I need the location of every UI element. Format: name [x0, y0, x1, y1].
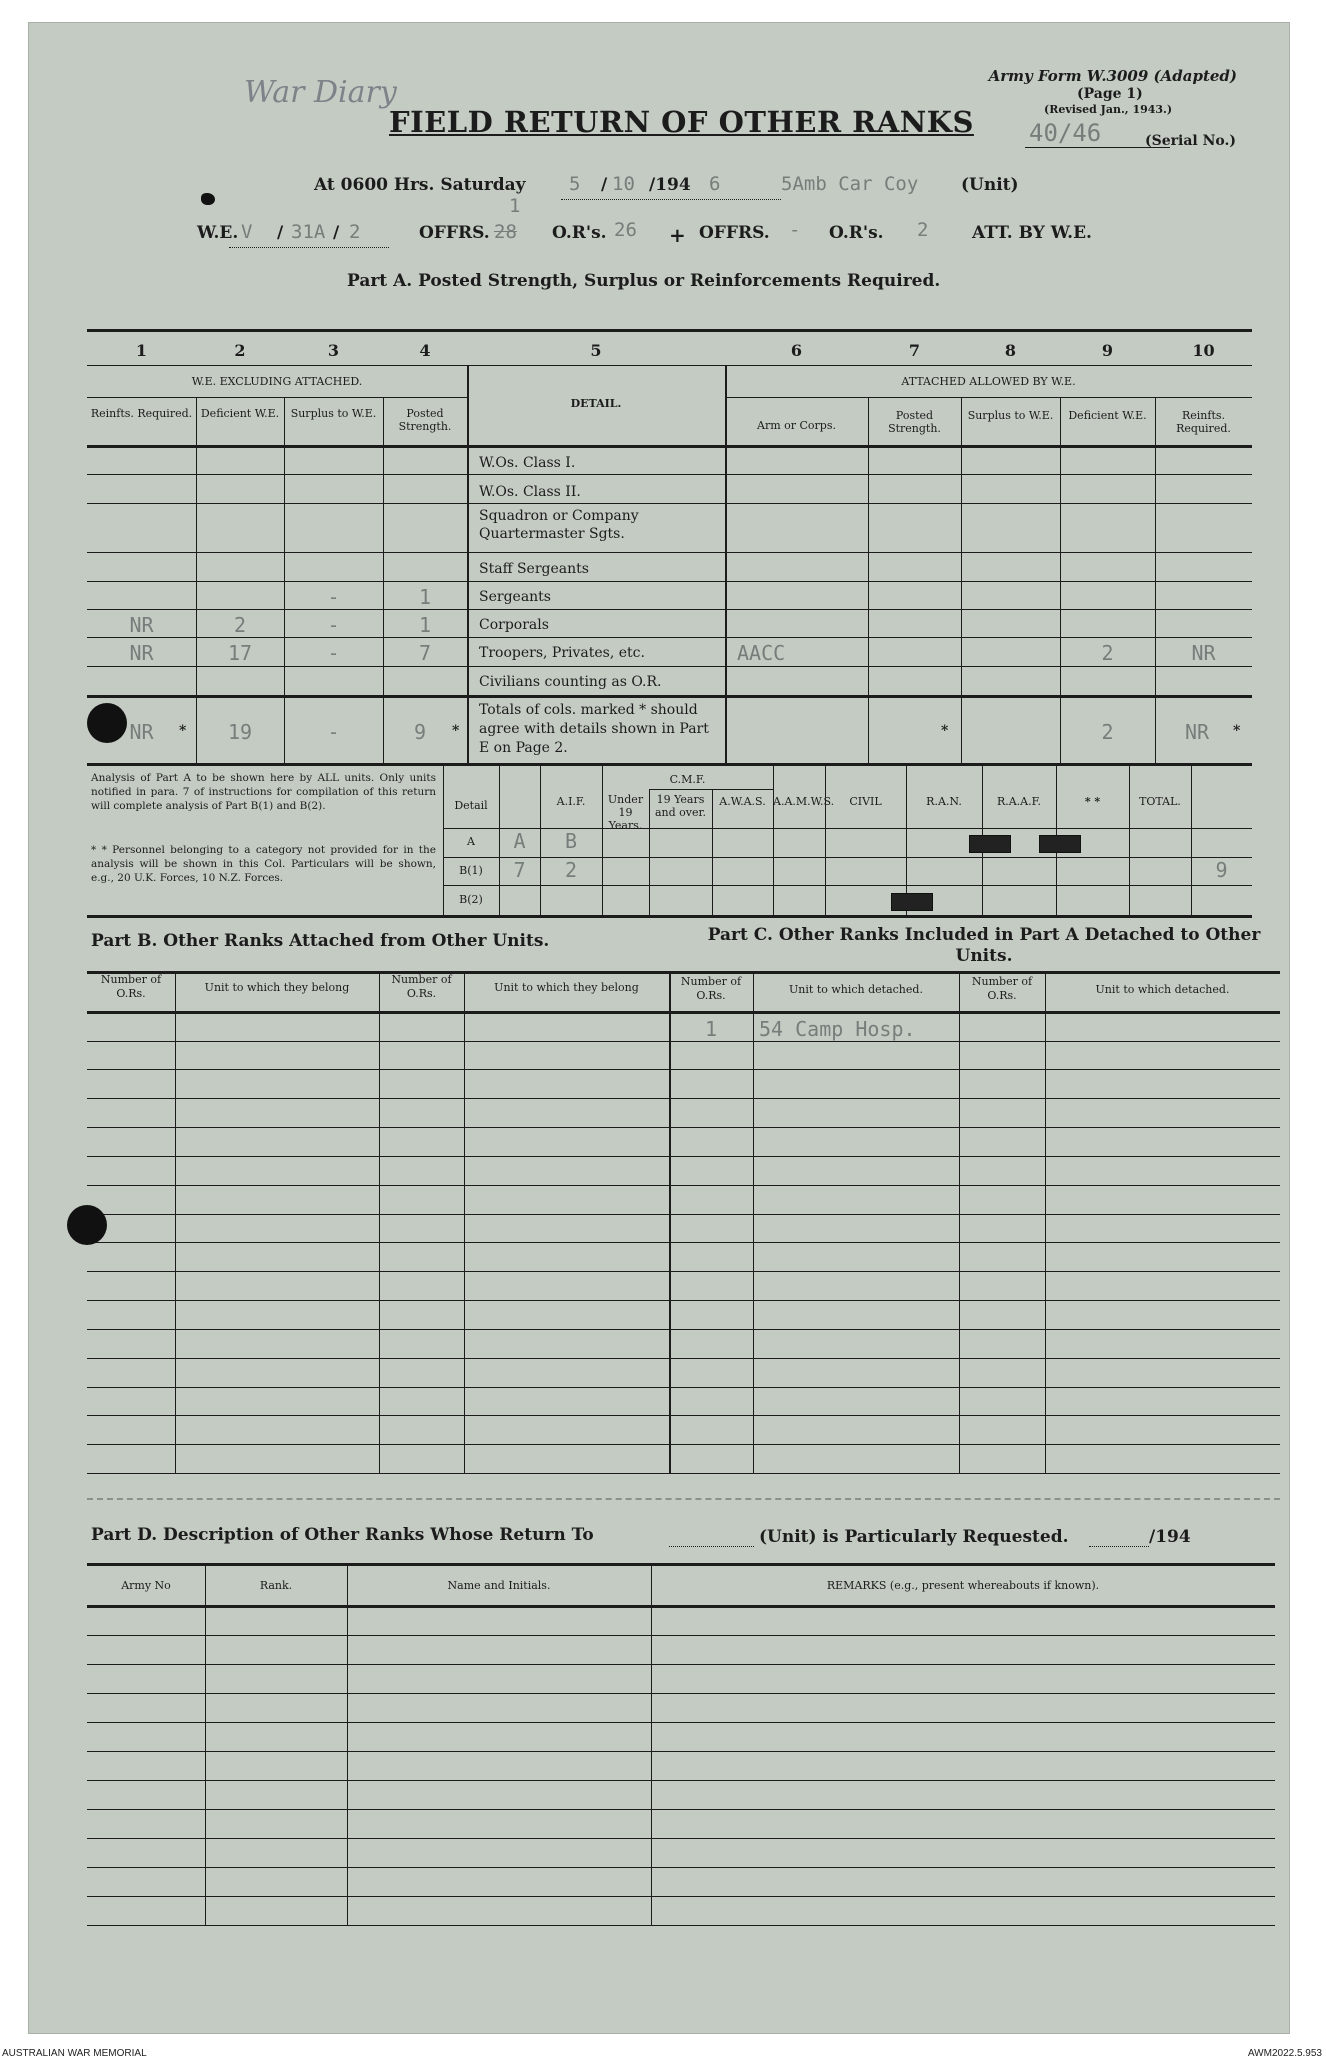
cell-totals-deficient: 19: [227, 720, 253, 744]
analysis-b1-aif: 2: [564, 858, 578, 882]
ors-label: O.R's.: [552, 223, 607, 243]
we-value: V: [241, 221, 253, 243]
analysis-aif: A.I.F.: [556, 795, 586, 808]
offrs-label: OFFRS.: [419, 223, 490, 243]
header-surplus-we: Surplus to W.E.: [290, 407, 377, 420]
part-b-header-unit-1: Unit to which they belong: [204, 981, 350, 994]
form-sheet: War Diary Army Form W.3009 (Adapted) (Page 1) (Revised Jan., 1943.) FIELD RETURN OF OTHER RANKS 40/46 (Serial No.) At 0600 Hrs. Saturday 5 / 10 /194 6 5Amb Car Coy (Unit) W.E. V / 31A / 2 OFFRS. 1 28 O.R's. 26 + OFFRS. - O.R's. 2 ATT. BY W.E. Part A. Posted Strength, Surplus or Reinforcements Required. 1 2 3 4 5 6 7 8 9 10 W.E. EXCLUDING ATTACHED. ATTACHED ALLOWED BY W.E. DETAIL. Reinfts. Required. Deficient W.E. Surplus to W.E. Posted Strength. Arm or Corps. Posted Strength. Surplus to W.E. Deficient W.E. Reinfts. Required. W.Os. Class I. W.Os. Class II. Squadron or Company Quartermaster Sgts. Staff Sergeants Sergeants Corporals Troopers, Privates, etc. Civilians counting as O.R. Totals of cols. marked * should agree with details shown in Part E on Page 2. 1 - NR 2 - 1 NR 17 - 7 AACC 2 NR NR 19 - 9 2 NR * * * * Analysis of Part A to be shown here by ALL units. Only units notified in para. 7 of instructions for compilation of this return will complete analysis of Part B(1) and B(2). * * Personnel belonging to a category not provided for in the analysis will be shown in this Col. Particulars will be shown, e.g., 20 U.K. Forces, 10 N.Z. Forces. Detail A.I.F. C.M.F. Under 19 Years. 19 Years and over. A.W.A.S. A.A.M.W.S. CIVIL R.A.N. R.A.A.F. * * TOTAL. A B(1) B(2) A B 7 2 9 Part B. Other Ranks Attached from Other Units. Part C. Other Ranks Included in Part A Detached to Other Units. Number of O.Rs. Unit to which they belong Number of O.Rs. Unit to which they belong Number of O.Rs. Unit to which detached. Number of O.Rs. Unit to which detached. 1 54 Camp Hosp. Part D. Description of Other Ranks Whose Return To (Unit) is Particularly Requested. /194 Army No Rank. Name and Initials. REMARKS (e.g., present whereabouts if known).: [28, 22, 1290, 2034]
cell-corporals-posted: 1: [418, 613, 432, 637]
analysis-awas: A.W.A.S.: [719, 795, 766, 808]
cell-sergeants-posted: 1: [418, 585, 432, 609]
date-day: 5: [569, 173, 581, 195]
ors-att-value: 2: [917, 219, 929, 241]
row-detail-corporals: Corporals: [479, 617, 549, 633]
cell-troopers-surplus: -: [327, 641, 340, 665]
part-b-header-number-2: Number of O.Rs.: [391, 973, 452, 1000]
part-d-title-date: /194: [1149, 1527, 1191, 1547]
ors-att-label: O.R's.: [829, 223, 884, 243]
row-detail-staff-sergeants: Staff Sergeants: [479, 561, 589, 577]
part-d-header-name: Name and Initials.: [447, 1579, 551, 1592]
row-detail-civilians: Civilians counting as O.R.: [479, 674, 662, 690]
offrs-att-value: -: [789, 219, 801, 241]
we-value-2: 31A: [291, 221, 326, 243]
cell-troopers-att-deficient: 2: [1101, 641, 1114, 665]
part-c-header-unit-1: Unit to which detached.: [789, 983, 923, 996]
col-number-8: 8: [1004, 341, 1017, 360]
analysis-b1-total: 9: [1215, 858, 1228, 882]
analysis-a-value-1: A: [513, 829, 526, 853]
part-b-header-number-1: Number of O.Rs.: [100, 973, 162, 1000]
punch-hole-top: [87, 703, 127, 743]
cell-totals-att-deficient: 2: [1101, 720, 1114, 744]
analysis-total: TOTAL.: [1139, 795, 1181, 808]
cell-totals-reinfts: NR: [129, 720, 154, 744]
group-header-we-excluding: W.E. EXCLUDING ATTACHED.: [191, 375, 363, 388]
analysis-ran: R.A.N.: [926, 795, 962, 808]
date-month: 10: [612, 173, 635, 195]
col-number-10: 10: [1192, 341, 1215, 360]
footer-archive-name: AUSTRALIAN WAR MEMORIAL: [2, 2048, 147, 2059]
analysis-other: * *: [1084, 795, 1101, 808]
we-value-3: 2: [349, 221, 361, 243]
header-att-surplus: Surplus to W.E.: [967, 409, 1054, 422]
analysis-a-aif: B: [564, 829, 578, 853]
plus-sign: +: [669, 223, 686, 247]
footer-accession-number: AWM2022.5.953: [1247, 2048, 1322, 2059]
form-revised: (Revised Jan., 1943.): [1044, 103, 1173, 116]
analysis-raaf: R.A.A.F.: [996, 795, 1042, 808]
serial-label: (Serial No.): [1145, 133, 1236, 149]
cell-troopers-arm-corps: AACC: [737, 641, 786, 665]
part-b-header-unit-2: Unit to which they belong: [494, 981, 639, 994]
row-detail-troopers: Troopers, Privates, etc.: [479, 645, 645, 661]
col-number-7: 7: [908, 341, 921, 360]
col-number-3: 3: [327, 341, 340, 360]
part-c-title: Part C. Other Ranks Included in Part A Detached to Other Units.: [707, 925, 1261, 966]
part-d-header-remarks: REMARKS (e.g., present whereabouts if known).: [826, 1579, 1100, 1592]
group-header-attached: ATTACHED ALLOWED BY W.E.: [901, 375, 1076, 388]
offrs-correction: 1: [509, 195, 521, 217]
offrs-att-label: OFFRS.: [699, 223, 770, 243]
we-label: W.E.: [197, 223, 239, 243]
analysis-footnote: * * Personnel belonging to a category not provided for in the analysis will be shown in this Col. Particulars will be shown, e.g., 20 U.K. Forces, 10 N.Z. Forces.: [91, 844, 436, 884]
page-title: FIELD RETURN OF OTHER RANKS: [389, 105, 974, 139]
redaction-mark-civil: [891, 893, 933, 911]
analysis-aamws: A.A.M.W.S.: [773, 795, 835, 808]
total-marker-col7: *: [941, 723, 949, 739]
total-marker-col4: *: [452, 723, 460, 739]
perforation-line: [87, 1498, 1280, 1500]
row-detail-sergeants: Sergeants: [479, 589, 551, 605]
cell-troopers-att-reinfts: NR: [1191, 641, 1216, 665]
time-day-label: At 0600 Hrs. Saturday: [314, 175, 526, 195]
total-marker-col10: *: [1233, 723, 1241, 739]
analysis-note: Analysis of Part A to be shown here by ALL units. Only units notified in para. 7 of instructions for compilation of this return will complete analysis of Part B(1) and B(2).: [91, 772, 436, 812]
date-year-prefix: /194: [649, 175, 691, 195]
row-detail-wo1: W.Os. Class I.: [479, 455, 576, 471]
row-detail-cqms: Squadron or Company Quartermaster Sgts.: [479, 508, 639, 542]
analysis-civil: CIVIL: [849, 795, 882, 808]
cell-corporals-surplus: -: [327, 613, 340, 637]
part-d-header-army-no: Army No: [121, 1579, 171, 1592]
part-a-title: Part A. Posted Strength, Surplus or Reinforcements Required.: [347, 271, 941, 291]
serial-number: 40/46: [1029, 119, 1102, 147]
analysis-b1-value-1: 7: [513, 858, 526, 882]
part-c-header-number-2: Number of O.Rs.: [971, 975, 1033, 1002]
ors-value: 26: [614, 219, 637, 241]
col-number-6: 6: [790, 341, 803, 360]
analysis-row-a: A: [467, 835, 475, 848]
analysis-row-b1: B(1): [459, 864, 483, 877]
part-d-title: Part D. Description of Other Ranks Whose Return To: [91, 1525, 594, 1545]
unit-label: (Unit): [961, 175, 1019, 195]
header-att-posted-strength: Posted Strength.: [888, 409, 941, 435]
cell-totals-surplus: -: [327, 720, 340, 744]
unit-name: 5Amb Car Coy: [781, 173, 919, 195]
analysis-cmf: C.M.F.: [669, 773, 706, 786]
header-att-deficient: Deficient W.E.: [1068, 409, 1147, 422]
header-arm-corps: Arm or Corps.: [757, 419, 836, 432]
form-id: Army Form W.3009 (Adapted): [988, 67, 1237, 85]
redaction-mark-ran: [969, 835, 1011, 853]
handwritten-note: War Diary: [244, 75, 397, 110]
cell-troopers-deficient: 17: [227, 641, 253, 665]
part-d-title-mid: (Unit) is Particularly Requested.: [759, 1527, 1069, 1547]
part-b-title: Part B. Other Ranks Attached from Other Units.: [91, 931, 550, 951]
total-marker-col1: *: [179, 723, 187, 739]
part-c-entry-number: 1: [704, 1017, 718, 1041]
part-c-header-number-1: Number of O.Rs.: [680, 975, 742, 1002]
analysis-row-b2: B(2): [459, 893, 483, 906]
col-number-2: 2: [234, 341, 246, 360]
part-c-header-unit-2: Unit to which detached.: [1095, 983, 1230, 996]
analysis-under-19: Under 19 Years.: [607, 793, 644, 832]
punch-hole-bottom: [67, 1205, 107, 1245]
att-by-we-label: ATT. BY W.E.: [972, 223, 1092, 243]
date-year-suffix: 6: [709, 173, 721, 195]
col-number-9: 9: [1101, 341, 1114, 360]
row-detail-wo2: W.Os. Class II.: [479, 484, 581, 500]
row-detail-totals: Totals of cols. marked * should agree with details shown in Part E on Page 2.: [479, 702, 709, 756]
ink-mark: [201, 193, 215, 205]
analysis-19-and-over: 19 Years and over.: [654, 793, 707, 819]
header-posted-strength: Posted Strength.: [398, 407, 452, 433]
header-att-reinfts: Reinfts. Required.: [1176, 409, 1231, 435]
cell-corporals-deficient: 2: [233, 613, 247, 637]
header-deficient-we: Deficient W.E.: [200, 407, 280, 420]
cell-totals-att-reinfts: NR: [1184, 720, 1210, 744]
form-page: (Page 1): [1077, 86, 1143, 102]
header-reinfts-required: Reinfts. Required.: [90, 407, 193, 420]
offrs-value: 28: [494, 221, 517, 243]
col-number-4: 4: [419, 341, 431, 360]
col-number-1: 1: [135, 341, 148, 360]
part-c-entry-unit: 54 Camp Hosp.: [759, 1017, 916, 1041]
cell-corporals-reinfts: NR: [129, 613, 154, 637]
part-d-header-rank: Rank.: [259, 1579, 293, 1592]
cell-sergeants-surplus: -: [327, 585, 340, 609]
detail-header: DETAIL.: [570, 397, 622, 410]
cell-troopers-posted: 7: [418, 641, 432, 665]
redaction-mark-raaf: [1039, 835, 1081, 853]
cell-troopers-reinfts: NR: [129, 641, 154, 665]
analysis-detail-label: Detail: [454, 799, 488, 812]
col-number-5: 5: [590, 341, 602, 360]
cell-totals-posted: 9: [413, 720, 427, 744]
